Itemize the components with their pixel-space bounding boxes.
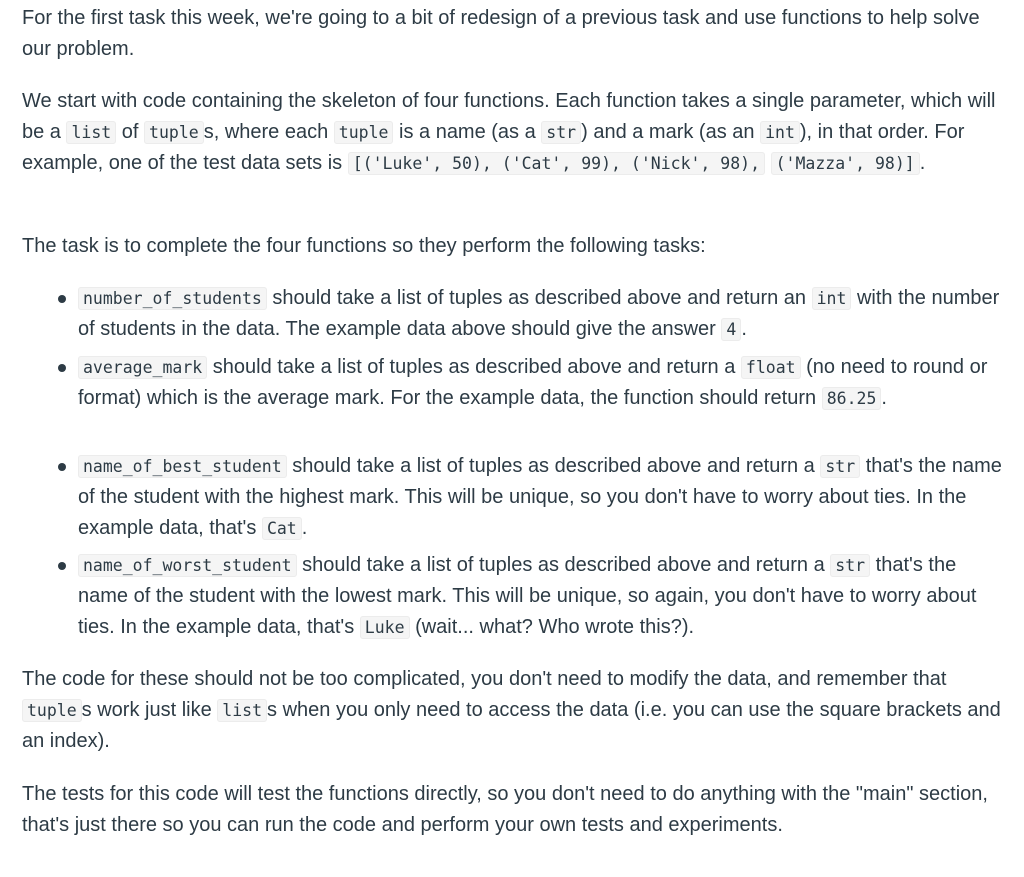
code-inline: int (812, 287, 852, 310)
text-span: that's the name of the student with the highest mark. This will be unique, so you don't have to worry about ties. In the example data, that's (78, 455, 1002, 539)
text-span: . (881, 387, 887, 409)
intro-paragraph (22, 3, 994, 65)
hint-paragraph (22, 664, 1004, 757)
text-span: with the number of students in the data. The example data above should give the answer (78, 287, 1000, 340)
code-inline: Cat (262, 517, 302, 540)
code-inline: 4 (721, 318, 741, 341)
text-span: should take a list of tuples as described above and return a (286, 455, 821, 477)
list-item (78, 550, 1004, 643)
text-span: The tests for this code will test the functions directly, so you don't need to do anything with the "main" section, that's just there so you can run the code and perform your own tests and experiments. (22, 783, 988, 836)
text-span: . (301, 517, 308, 539)
tests-paragraph (22, 779, 1004, 841)
function-name: average_mark (78, 356, 207, 379)
text-span: We start with code containing the skeleton of four functions. Each function takes a single parameter, which will be a (22, 90, 996, 143)
code-inline: str (820, 455, 860, 478)
text-span: . (741, 318, 747, 340)
list-item (78, 451, 1004, 544)
text-span: ), in that order. For example, one of the test data sets is (22, 121, 965, 174)
text-span: should take a list of tuples as described above and return a (296, 554, 831, 576)
code-inline: float (741, 356, 801, 379)
description-paragraph (22, 86, 1004, 179)
text-span: should take a list of tuples as described above and return an (266, 287, 812, 309)
code-list: list (66, 121, 116, 144)
function-name: name_of_worst_student (78, 554, 297, 577)
function-name: name_of_best_student (78, 455, 287, 478)
code-inline: str (830, 554, 870, 577)
code-tuple: tuple (22, 699, 82, 722)
code-inline: Luke (360, 616, 410, 639)
code-str: str (541, 121, 581, 144)
task-intro-paragraph (22, 231, 1004, 262)
text-span: . (919, 152, 926, 174)
code-example-data-part2: ('Mazza', 98)] (771, 152, 920, 175)
text-span: should take a list of tuples as described above and return a (207, 356, 741, 378)
list-item (78, 352, 1004, 414)
code-tuple: tuple (144, 121, 204, 144)
code-list: list (217, 699, 267, 722)
list-item (78, 283, 1004, 345)
text-span: s, where each (203, 121, 334, 143)
text-span: ) and a mark (as an (581, 121, 761, 143)
text-span: s work just like (81, 699, 218, 721)
text-span: is a name (as a (393, 121, 542, 143)
text-span: (no need to round or format) which is the average mark. For the example data, the function should return (78, 356, 988, 409)
text-span: s when you only need to access the data (i.e. you can use the square brackets and an index). (22, 699, 1001, 752)
intro-text: For the first task this week, we're going to a bit of redesign of a previous task and use functions to help solve our problem. (22, 7, 980, 60)
code-int: int (760, 121, 800, 144)
code-tuple: tuple (334, 121, 394, 144)
text-span: that's the name of the student with the lowest mark. This will be unique, so again, you don't have to worry about ties. In the example data, that's (78, 554, 977, 638)
code-inline: 86.25 (822, 387, 882, 410)
code-example-data-part1: [('Luke', 50), ('Cat', 99), ('Nick', 98), (348, 152, 765, 175)
function-name: number_of_students (78, 287, 267, 310)
text-span: of (116, 121, 145, 143)
text-span: (wait... what? Who wrote this?). (409, 616, 695, 638)
text-span: The code for these should not be too complicated, you don't need to modify the data, and remember that (22, 668, 947, 690)
text-span: The task is to complete the four functions so they perform the following tasks: (22, 235, 706, 257)
